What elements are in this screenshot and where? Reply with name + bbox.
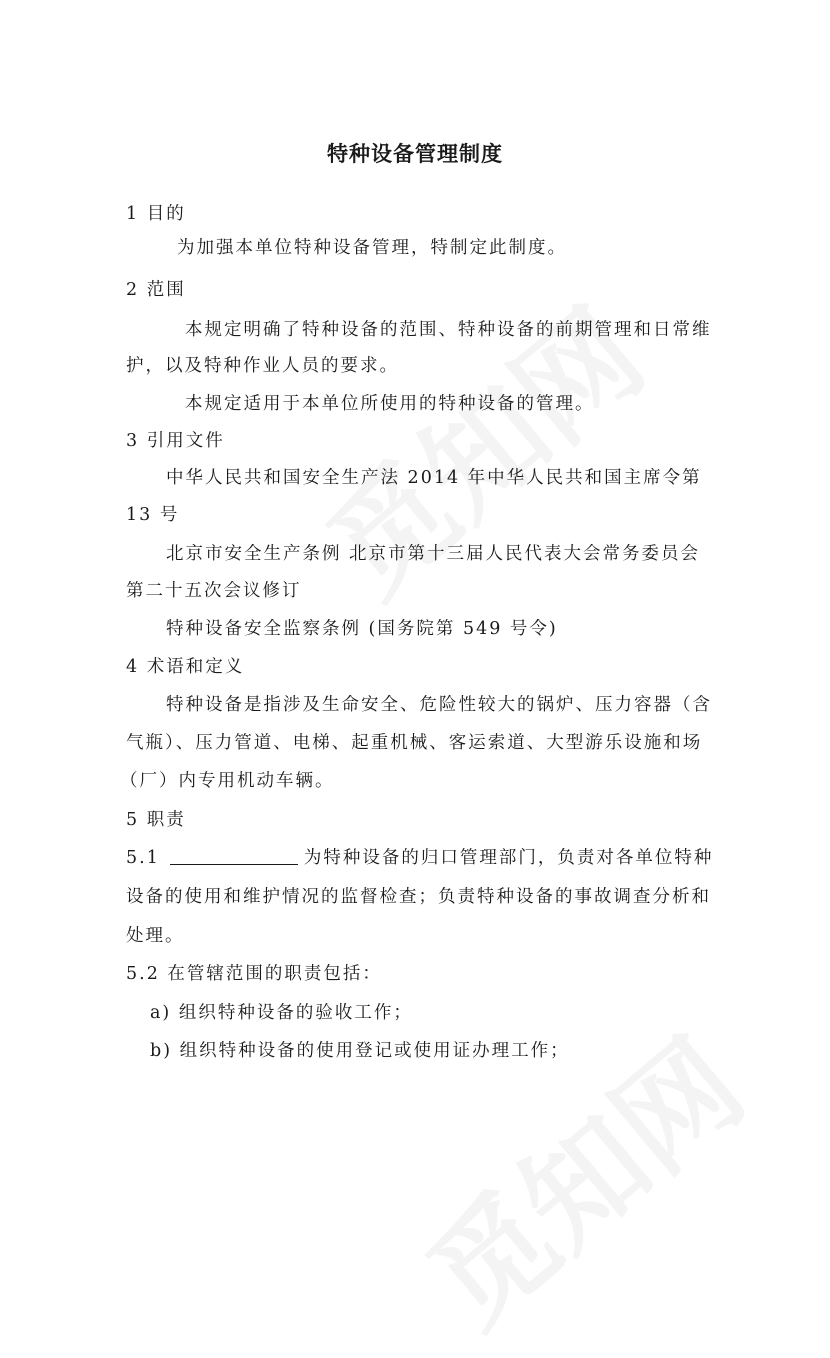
paragraph: 特种设备是指涉及生命安全、危险性较大的锅炉、压力容器（含: [166, 695, 712, 715]
reference-item: 中华人民共和国安全生产法 2014 年中华人民共和国主席令第: [166, 468, 702, 488]
clause-text: 为特种设备的归口管理部门，负责对各单位特种: [303, 848, 714, 868]
section-heading-references: 3 引用文件: [126, 431, 225, 451]
paragraph: 本规定适用于本单位所使用的特种设备的管理。: [185, 394, 595, 414]
reference-item: 13 号: [126, 505, 180, 525]
clause-number: 5.1: [126, 848, 160, 868]
reference-item: 第二十五次会议修订: [126, 581, 302, 601]
paragraph: 5.2 在管辖范围的职责包括：: [126, 964, 382, 984]
paragraph: 为加强本单位特种设备管理，特制定此制度。: [177, 238, 567, 258]
paragraph: 护，以及特种作业人员的要求。: [126, 356, 399, 376]
paragraph: [126, 846, 713, 870]
page-title: 特种设备管理制度: [327, 142, 503, 166]
paragraph: 设备的使用和维护情况的监督检查；负责特种设备的事故调查分析和: [126, 887, 711, 907]
paragraph: 本规定明确了特种设备的范围、特种设备的前期管理和日常维: [185, 320, 712, 340]
reference-item: 特种设备安全监察条例 (国务院第 549 号令): [166, 619, 558, 639]
paragraph: 气瓶）、压力管道、电梯、起重机械、客运索道、大型游乐设施和场: [126, 733, 703, 753]
list-item: b) 组织特种设备的使用登记或使用证办理工作；: [150, 1041, 570, 1061]
section-heading-responsibilities: 5 职责: [126, 810, 186, 830]
reference-item: 北京市安全生产条例 北京市第十三届人民代表大会常务委员会: [166, 544, 701, 564]
list-item: a) 组织特种设备的验收工作；: [150, 1003, 413, 1023]
section-heading-definitions: 4 术语和定义: [126, 657, 245, 677]
section-heading-scope: 2 范围: [126, 280, 186, 300]
paragraph: 处理。: [126, 926, 185, 946]
paragraph: （厂）内专用机动车辆。: [120, 771, 335, 791]
fill-in-blank: [170, 846, 298, 865]
section-heading-purpose: 1 目的: [126, 204, 186, 224]
